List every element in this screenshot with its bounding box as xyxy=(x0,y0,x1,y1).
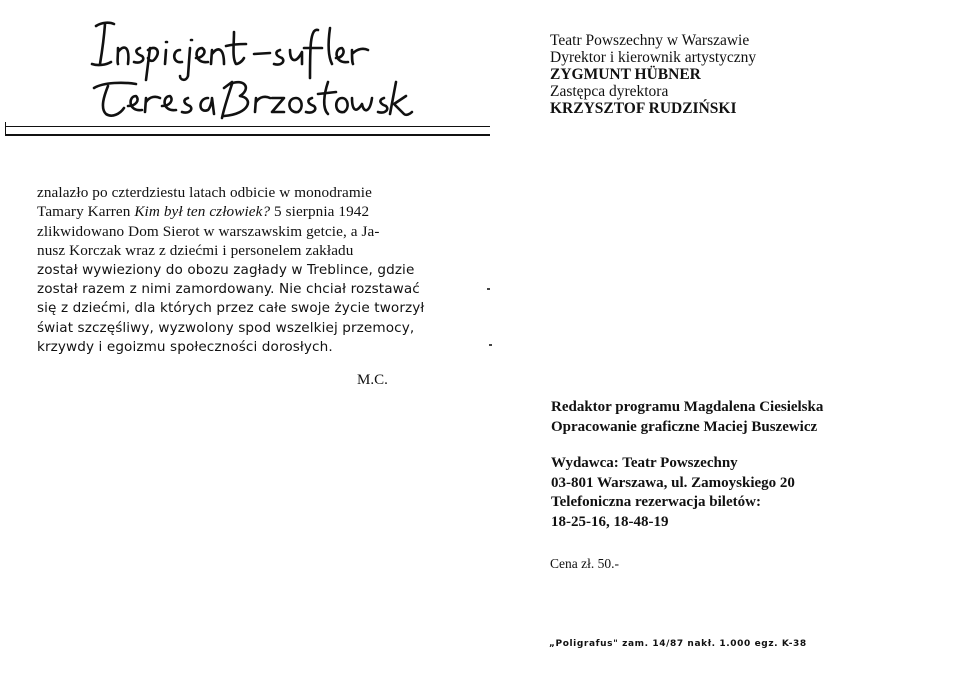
reservation-label: Telefoniczna rezerwacja biletów: xyxy=(551,494,761,511)
body-line: został wywieziony do obozu zagłady w Treblince, gdzie xyxy=(37,261,415,278)
publisher-line: Wydawca: Teatr Powszechny xyxy=(551,455,738,471)
body-line: krzywdy i egoizmu społeczności dorosłych. xyxy=(37,339,333,356)
body-line xyxy=(37,202,417,221)
body-line: świat szczęśliwy, wyzwolony spod wszelkiej przemocy, xyxy=(37,319,415,336)
reservation-phones: 18-25-16, 18-48-19 xyxy=(551,513,669,530)
deputy-name: KRZYSZTOF RUDZIŃSKI xyxy=(550,100,737,117)
body-line: nusz Korczak wraz z dziećmi i personelem zakładu xyxy=(37,242,354,260)
divider-line-top xyxy=(6,126,490,127)
publisher-info xyxy=(551,454,795,532)
director-role: Dyrektor i kierownik artystyczny xyxy=(550,49,757,66)
left-edge-mark xyxy=(5,122,6,136)
body-text-fragment: 5 sierpnia 1942 xyxy=(270,203,370,221)
director-name: ZYGMUNT HÜBNER xyxy=(550,66,701,83)
author-initials: M.C. xyxy=(357,372,388,388)
theatre-name: Teatr Powszechny w Warszawie xyxy=(550,32,750,49)
scan-speck xyxy=(489,344,492,346)
price-label: Cena zł. 50.- xyxy=(550,556,619,571)
handwritten-signature xyxy=(84,18,414,128)
graphics-credit: Opracowanie graficzne Maciej Buszewicz xyxy=(551,418,818,435)
theatre-header xyxy=(550,32,756,117)
body-line: się z dziećmi, dla których przez całe swoje życie tworzył xyxy=(37,300,425,317)
scan-speck xyxy=(487,288,490,290)
publisher-address: 03-801 Warszawa, ul. Zamoyskiego 20 xyxy=(551,474,795,491)
body-text-fragment: Tamary Karren xyxy=(37,203,135,221)
body-paragraph xyxy=(37,183,425,358)
body-line: został razem z nimi zamordowany. Nie chciał rozstawać xyxy=(37,281,420,298)
print-info: „Poligrafus" zam. 14/87 nakł. 1.000 egz. K-38 xyxy=(549,639,807,649)
editor-credit: Redaktor programu Magdalena Ciesielska xyxy=(551,399,824,415)
divider-line-bottom xyxy=(6,134,490,136)
deputy-role: Zastępca dyrektora xyxy=(550,83,669,100)
body-line: znalazło po czterdziestu latach odbicie w monodramie xyxy=(37,184,372,201)
body-line: zlikwidowano Dom Sierot w warszawskim getcie, a Ja- xyxy=(37,222,380,240)
program-credits xyxy=(551,398,823,437)
play-title: Kim był ten człowiek? xyxy=(134,203,271,221)
